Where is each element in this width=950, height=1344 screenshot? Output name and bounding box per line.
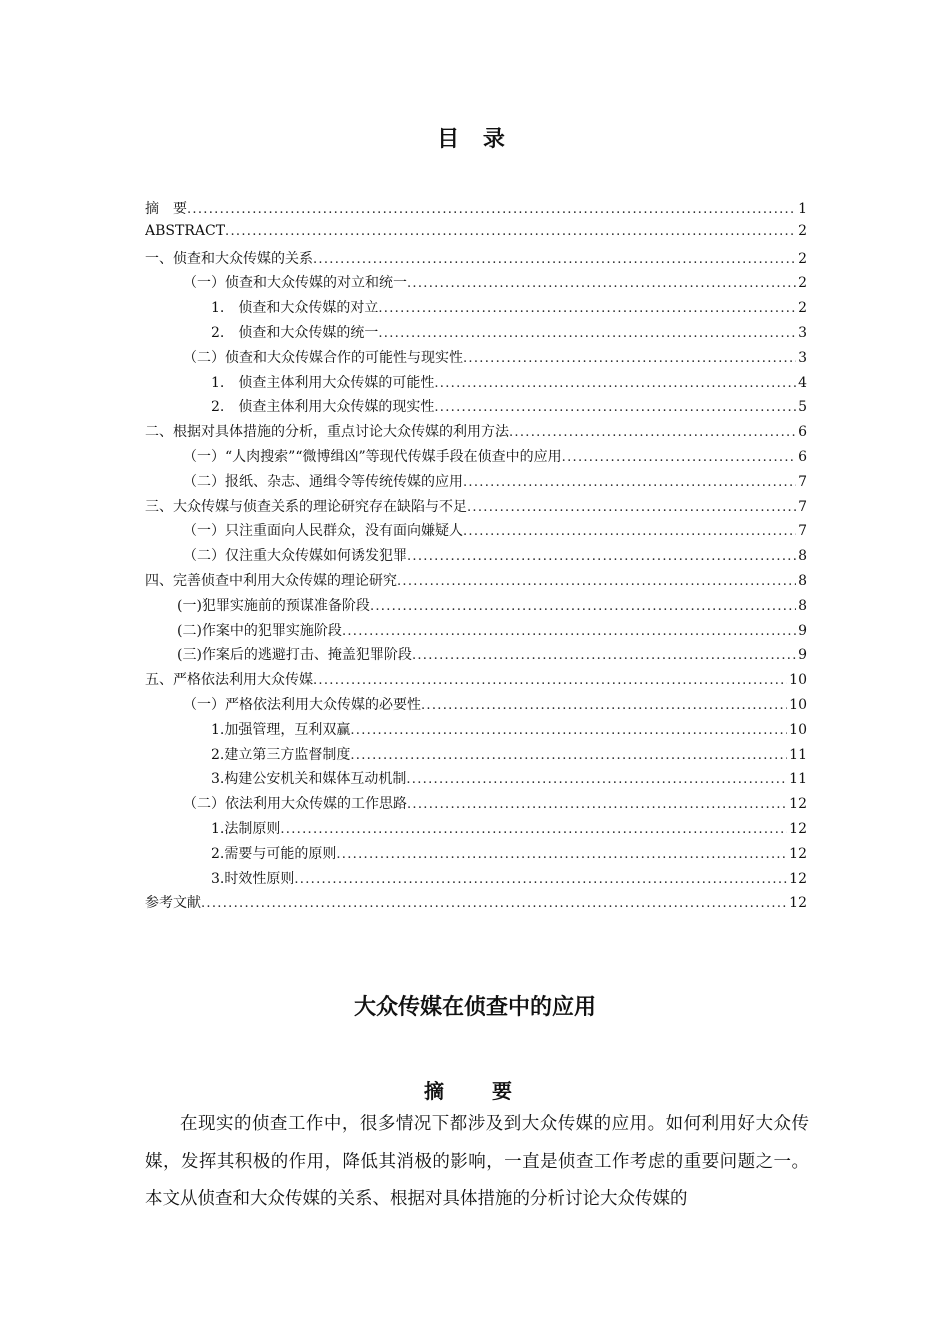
toc-entry-page-number: 8	[798, 572, 807, 589]
toc-leader-dots	[280, 822, 787, 837]
toc-entry[interactable]	[145, 446, 807, 471]
abstract-body: 在现实的侦查工作中，很多情况下都涉及到大众传媒的应用。如何利用好大众传媒，发挥其积极的作用，降低其消极的影响，一直是侦查工作考虑的重要问题之一。本文从侦查和大众传媒的关系、根据对具体措施的分析讨论大众传媒的	[145, 1114, 809, 1209]
toc-entry[interactable]	[145, 223, 807, 248]
toc-entry-label: 三、大众传媒与侦查关系的理论研究存在缺陷与不足	[145, 498, 467, 515]
table-of-contents	[145, 198, 807, 917]
toc-entry-page-number: 9	[798, 647, 807, 664]
toc-entry-label: （一）只注重面向人民群众，没有面向嫌疑人	[183, 523, 463, 540]
toc-entry-page-number: 11	[789, 771, 807, 788]
toc-entry-page-number: 2	[798, 222, 807, 239]
toc-entry-page-number: 8	[798, 597, 807, 614]
toc-entry-label: 3.时效性原则	[211, 870, 295, 887]
toc-entry[interactable]	[145, 694, 807, 719]
toc-leader-dots	[294, 872, 787, 887]
toc-entry[interactable]	[145, 868, 807, 893]
toc-entry-page-number: 6	[798, 424, 807, 441]
toc-entry-page-number: 12	[789, 895, 807, 912]
toc-entry-page-number: 9	[798, 622, 807, 639]
toc-entry-label: 2.需要与可能的原则	[211, 845, 337, 862]
toc-entry-label: 二、根据对具体措施的分析，重点讨论大众传媒的利用方法	[145, 424, 509, 441]
toc-leader-dots	[407, 549, 796, 564]
toc-entry[interactable]	[145, 496, 807, 521]
toc-entry-page-number: 2	[798, 300, 807, 317]
toc-entry-page-number: 6	[798, 448, 807, 465]
toc-leader-dots	[509, 425, 796, 440]
toc-entry[interactable]	[145, 347, 807, 372]
toc-leader-dots	[397, 574, 796, 589]
toc-entry[interactable]	[145, 843, 807, 868]
toc-entry[interactable]	[145, 297, 807, 322]
toc-entry[interactable]	[145, 793, 807, 818]
toc-entry-label: (一)犯罪实施前的预谋准备阶段	[177, 597, 370, 614]
toc-entry[interactable]	[145, 322, 807, 347]
toc-entry-label: （二）仅注重大众传媒如何诱发犯罪	[183, 548, 407, 565]
toc-entry[interactable]	[145, 570, 807, 595]
toc-entry-label: 1.加强管理，互利双赢	[211, 721, 351, 738]
toc-entry-page-number: 10	[789, 696, 807, 713]
toc-entry-label: 四、完善侦查中利用大众传媒的理论研究	[145, 572, 397, 589]
toc-entry[interactable]	[145, 669, 807, 694]
toc-leader-dots	[562, 450, 796, 465]
toc-leader-dots	[463, 524, 796, 539]
toc-leader-dots	[313, 673, 787, 688]
toc-entry-page-number: 8	[798, 548, 807, 565]
toc-entry-page-number: 5	[798, 399, 807, 416]
toc-entry-label: （二）侦查和大众传媒合作的可能性与现实性	[183, 349, 463, 366]
toc-entry-page-number: 12	[789, 870, 807, 887]
toc-entry[interactable]	[145, 818, 807, 843]
toc-entry-label: （一）“人肉搜索”“微博缉凶”等现代传媒手段在侦查中的应用	[183, 448, 562, 465]
toc-leader-dots	[350, 723, 787, 738]
toc-entry[interactable]	[145, 372, 807, 397]
toc-entry[interactable]	[145, 471, 807, 496]
toc-entry-label: 五、严格依法利用大众传媒	[145, 672, 313, 689]
toc-entry-page-number: 3	[798, 324, 807, 341]
toc-leader-dots	[407, 276, 796, 291]
toc-leader-dots	[187, 202, 796, 217]
toc-entry[interactable]	[145, 620, 807, 645]
toc-entry[interactable]	[145, 768, 807, 793]
toc-entry[interactable]	[145, 719, 807, 744]
toc-entry-page-number: 7	[798, 498, 807, 515]
toc-entry[interactable]	[145, 520, 807, 545]
toc-entry[interactable]	[145, 644, 807, 669]
toc-title: 目 录	[437, 127, 513, 152]
toc-entry-page-number: 12	[789, 820, 807, 837]
toc-entry[interactable]	[145, 198, 807, 223]
toc-leader-dots	[350, 748, 787, 763]
toc-entry-label: 摘 要	[145, 201, 187, 217]
toc-entry-label: (三)作案后的逃避打击、掩盖犯罪阶段	[177, 647, 412, 664]
toc-leader-dots	[463, 351, 796, 366]
toc-leader-dots	[378, 326, 796, 341]
toc-entry-page-number: 2	[798, 275, 807, 292]
toc-entry-page-number: 1	[798, 201, 807, 217]
toc-entry-page-number: 2	[798, 250, 807, 267]
toc-leader-dots	[313, 252, 796, 267]
toc-leader-dots	[378, 301, 796, 316]
toc-leader-dots	[412, 648, 796, 663]
toc-entry[interactable]	[145, 595, 807, 620]
toc-leader-dots	[406, 772, 787, 787]
toc-entry-label: 一、侦查和大众传媒的关系	[145, 250, 313, 267]
toc-leader-dots	[407, 797, 787, 812]
toc-leader-dots	[467, 500, 796, 515]
toc-entry-page-number: 7	[798, 473, 807, 490]
toc-entry-label: 3.构建公安机关和媒体互动机制	[211, 771, 407, 788]
toc-entry[interactable]	[145, 421, 807, 446]
toc-entry[interactable]	[145, 545, 807, 570]
toc-leader-dots	[421, 698, 787, 713]
toc-entry-label: ABSTRACT	[145, 222, 226, 239]
toc-entry[interactable]	[145, 892, 807, 917]
toc-leader-dots	[201, 896, 787, 911]
toc-entry-label: （一）侦查和大众传媒的对立和统一	[183, 275, 407, 292]
toc-entry[interactable]	[145, 272, 807, 297]
toc-leader-dots	[434, 376, 796, 391]
toc-leader-dots	[434, 400, 796, 415]
toc-leader-dots	[225, 224, 796, 239]
toc-leader-dots	[463, 475, 796, 490]
toc-entry-page-number: 10	[789, 721, 807, 738]
toc-entry-page-number: 10	[789, 672, 807, 689]
toc-entry-label: 参考文献	[145, 895, 201, 912]
toc-entry-label: 1. 侦查主体利用大众传媒的可能性	[211, 374, 435, 391]
toc-entry-label: （二）报纸、杂志、通缉令等传统传媒的应用	[183, 473, 463, 490]
toc-entry-label: （二）依法利用大众传媒的工作思路	[183, 796, 407, 813]
toc-entry[interactable]	[145, 248, 807, 273]
toc-entry-page-number: 11	[789, 746, 807, 763]
toc-entry-label: （一）严格依法利用大众传媒的必要性	[183, 696, 421, 713]
toc-entry-page-number: 7	[798, 523, 807, 540]
toc-entry-label: 1.法制原则	[211, 820, 281, 837]
paper-title: 大众传媒在侦查中的应用	[353, 995, 596, 1020]
toc-leader-dots	[342, 624, 796, 639]
toc-entry[interactable]	[145, 396, 807, 421]
toc-entry-page-number: 3	[798, 349, 807, 366]
abstract-heading: 摘 要	[424, 1079, 526, 1103]
toc-entry-page-number: 4	[798, 374, 807, 391]
toc-entry-label: 1. 侦查和大众传媒的对立	[211, 300, 379, 317]
toc-entry-label: 2.建立第三方监督制度	[211, 746, 351, 763]
toc-entry-page-number: 12	[789, 796, 807, 813]
toc-entry[interactable]	[145, 744, 807, 769]
toc-entry-page-number: 12	[789, 845, 807, 862]
toc-leader-dots	[370, 599, 796, 614]
toc-entry-label: (二)作案中的犯罪实施阶段	[177, 622, 342, 639]
toc-leader-dots	[336, 847, 787, 862]
toc-entry-label: 2. 侦查主体利用大众传媒的现实性	[211, 399, 435, 416]
toc-entry-label: 2. 侦查和大众传媒的统一	[211, 324, 379, 341]
